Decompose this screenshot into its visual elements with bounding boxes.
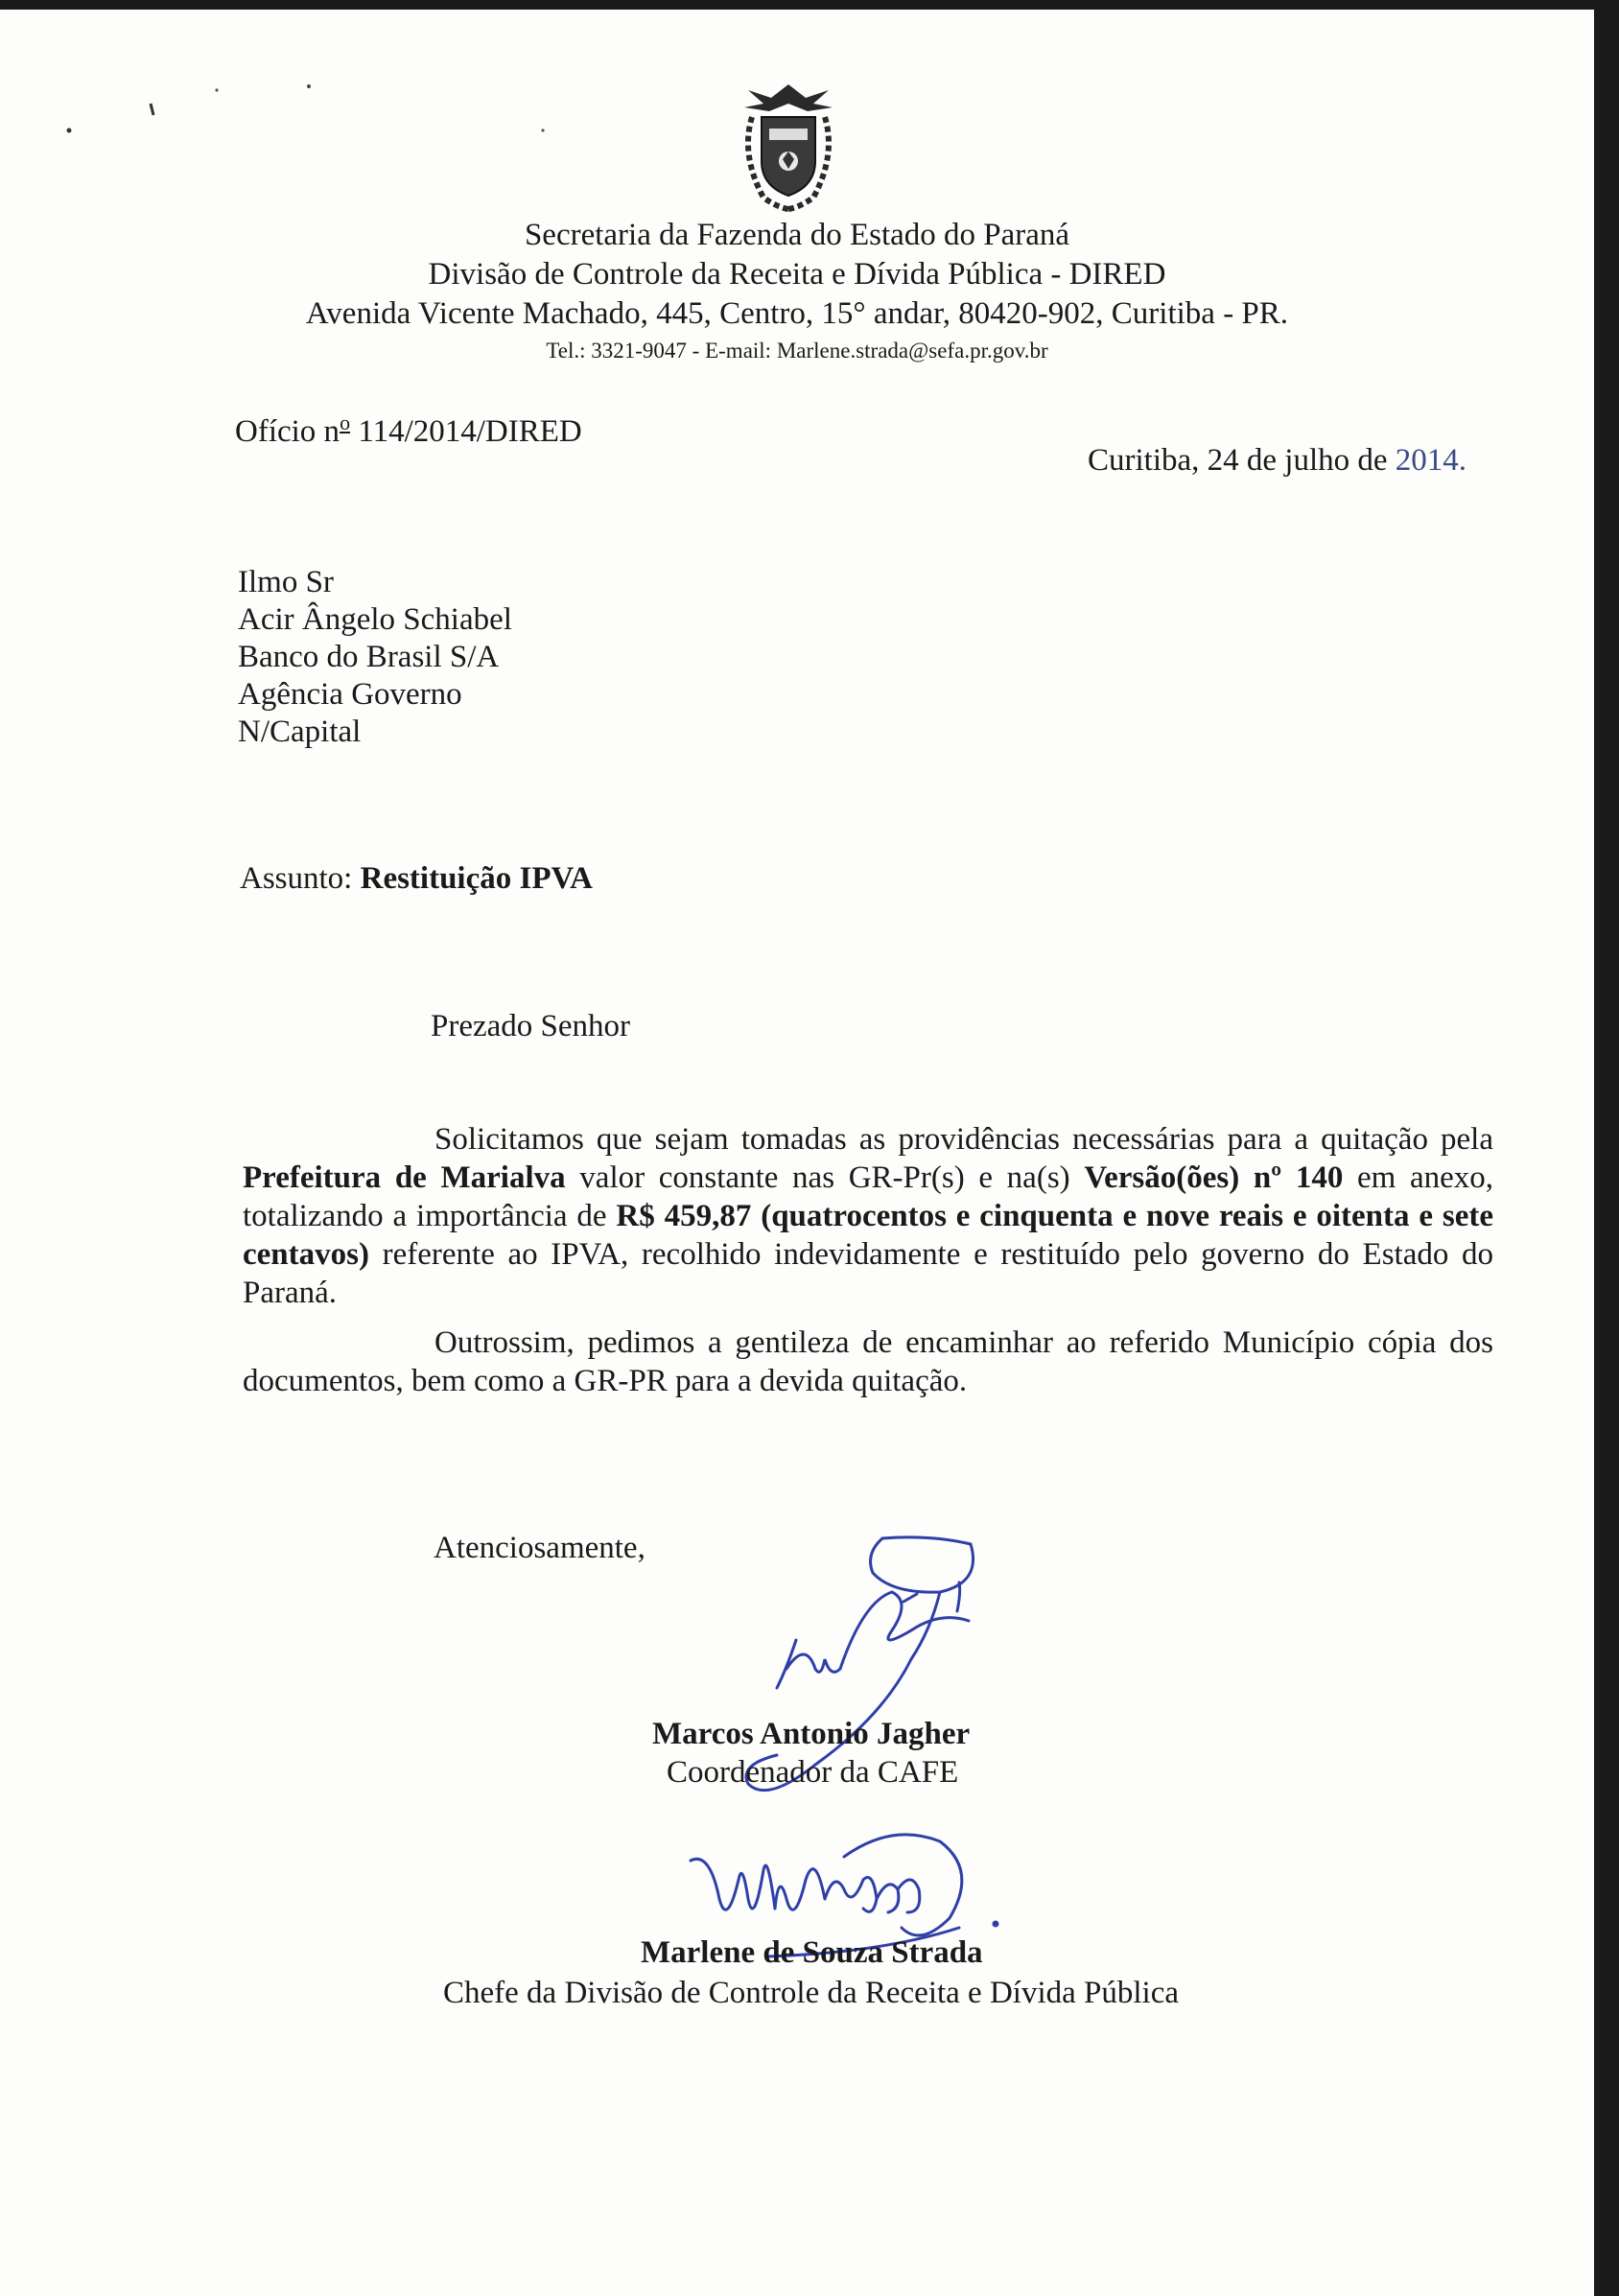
signatory-1-title: Coordenador da CAFE	[667, 1755, 959, 1790]
letterhead-secretariat: Secretaria da Fazenda do Estado do Paraná	[524, 218, 1070, 252]
handwritten-signature-1	[652, 1525, 1017, 1841]
scan-specks	[0, 10, 671, 153]
subject-value: Restituição IPVA	[360, 861, 593, 896]
recipient-line: Agência Governo	[238, 677, 462, 712]
letter-date: Curitiba, 24 de julho de 2014.	[1088, 443, 1467, 478]
letterhead-address: Avenida Vicente Machado, 445, Centro, 15° andar, 80420-902, Curitiba - PR.	[305, 296, 1289, 331]
recipient-line: Acir Ângelo Schiabel	[238, 602, 512, 637]
recipient-line: Ilmo Sr	[238, 565, 334, 599]
subject-line: Assunto: Restituição IPVA	[240, 861, 593, 896]
salutation: Prezado Senhor	[431, 1009, 631, 1043]
recipient-line: Banco do Brasil S/A	[238, 640, 500, 674]
recipient-block	[238, 564, 512, 751]
signatory-2-name: Marlene de Souza Strada	[641, 1935, 983, 1970]
recipient-line: N/Capital	[238, 715, 362, 749]
closing: Atenciosamente,	[434, 1531, 645, 1565]
letterhead	[0, 215, 1594, 368]
signatory-2-title: Chefe da Divisão de Controle da Receita e Dívida Pública	[443, 1976, 1180, 2010]
letterhead-contact: Tel.: 3321-9047 - E-mail: Marlene.strada@sefa.pr.gov.br	[546, 339, 1048, 363]
body-paragraph-request: Solicitamos que sejam tomadas as providências necessárias para a quitação pela Prefeitura de Marialva valor constante nas GR-Pr(s) e na(s) Versão(ões) nº 140 em anexo, totalizando a importância de R$ 459,87 (quatrocentos e cinquenta e nove reais e oitenta e sete centavos) referente ao IPVA, recolhido indevidamente e restituído pelo governo do Estado do Paraná.	[243, 1122, 1494, 1310]
body-paragraph-documents: Outrossim, pedimos a gentileza de encaminhar ao referido Município cópia dos documentos, bem como a GR-PR para a devida quitação.	[243, 1325, 1493, 1398]
office-reference: Ofício $n^o$ 114/2014/DIRED	[235, 410, 582, 449]
document-page	[0, 10, 1594, 2296]
signatory-1-name: Marcos Antonio Jagher	[652, 1717, 971, 1751]
letterhead-division: Divisão de Controle da Receita e Dívida Pública - DIRED	[428, 257, 1166, 292]
parana-coat-of-arms-icon	[731, 79, 846, 213]
